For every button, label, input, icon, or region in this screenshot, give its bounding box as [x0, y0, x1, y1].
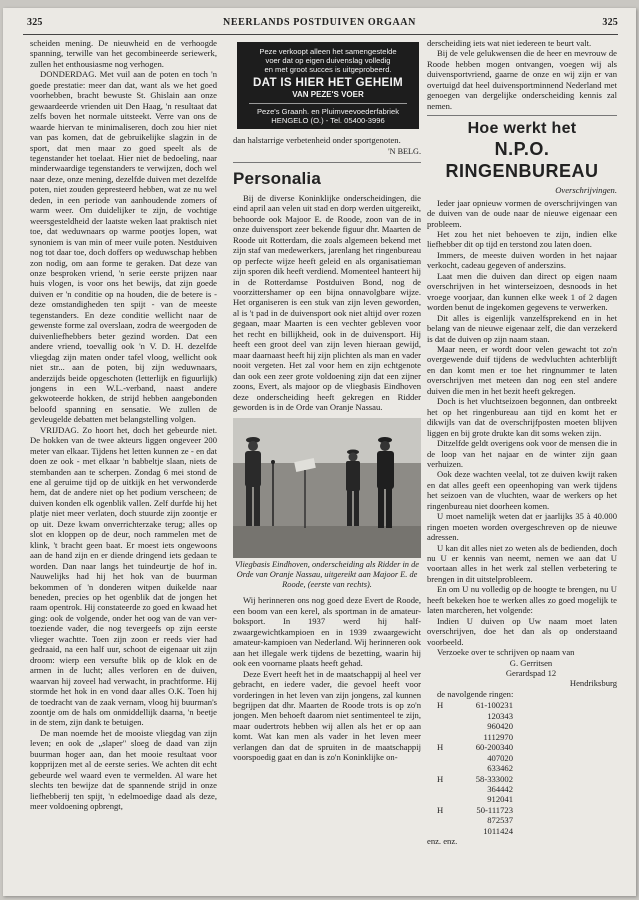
ad-line: en met groot succes is uitgeprobeerd.: [264, 65, 392, 74]
signature: 'N BELG.: [388, 147, 421, 157]
article-paragraph: Ditzelfde geldt overigens ook voor de mensen die in de loop van het najaar en de winter zijn gaan verhuizen.: [427, 438, 617, 469]
peze-advertisement: [237, 42, 419, 129]
ring-row: [437, 794, 617, 804]
journal-title: NEERLANDS POSTDUIVEN ORGAAN: [223, 17, 416, 28]
article-paragraph: scheiden mening. De nieuwheid en de verhoogde spanning, terwille van het gecombineerde seriewerk, zullen het enthousiasme nog verhogen.: [30, 38, 217, 69]
ring-prefix: [437, 753, 453, 763]
article-paragraph: U kan dit alles niet zo weten als de bedienden, doch nu U er kennis van neemt, nemen we aan dat U voortaan alles in het werk zal stellen verbetering te brengen in dit uitstelprobleem.: [427, 542, 617, 584]
article-paragraph: Ook deze wachten veelal, tot ze duiven kwijt raken en dat alles geeft een opeenhoping van werk tijdens het seizoen van de vluchten, waar de werkers op het ringenbureau niet doorheen komen.: [427, 469, 617, 511]
ring-prefix: [437, 711, 453, 721]
ring-number: 61-100231: [475, 700, 513, 711]
ring-number: 60-200340: [475, 742, 513, 753]
ring-number: 1011424: [483, 825, 513, 836]
ring-number: 120343: [487, 710, 513, 721]
rings-intro: de navolgende ringen:: [437, 688, 514, 699]
column-left: [30, 38, 217, 894]
article-paragraph: Het zou het niet behoeven te zijn, indien elke liefhebber dit op tijd en terstond zou laten doen.: [427, 228, 617, 250]
ring-number: 58-333002: [475, 773, 513, 784]
ring-number: 1112970: [483, 731, 513, 742]
ring-row: [437, 815, 617, 825]
ad-headline: DAT IS HIER HET GEHEIM: [252, 76, 404, 89]
ring-row: [437, 721, 617, 731]
page-number-left: 325: [27, 17, 43, 28]
ring-prefix: H: [437, 773, 444, 784]
article-paragraph: dan halstarrige verbetenheid onder sportgenoten.: [233, 135, 401, 145]
newspaper-page: [3, 8, 636, 896]
address-city: Hendriksburg: [569, 678, 617, 689]
article-paragraph: Ieder jaar opnieuw vormen de overschrijvingen van de duiven van de oude naar de nieuwe eigenaar een probleem.: [427, 197, 617, 229]
ring-prefix: [437, 732, 453, 742]
photo-illustration: [233, 418, 421, 558]
article-paragraph: DONDERDAG. Met vuil aan de poten en toch 'n goede prestatie: meer dan dat, want als we het goed voorhebben, bracht bewuste St. Ghislain aan onze gewaardeerde vrienden uit Den Haag, 'n resultaat dat zelfs boven het normale uitsteekt. Verre van ons de waarde hiervan te minimaliseren, doch zou hier niet van pas komen, dat de gebruikelijke slagzin in de sport, dat men maar zo goed speelt als de tegenstander het toelaat. Hier niet de bedoeling, naar minderwaardige tegenstanders te verwijzen, doch wel naar deze, onze mening, dezelfde duiven met dezelfde poten, niet zouden gepresteerd hebben, wat ze nu wel deden, in een periode van aanhoudende zomers of warm weer. Om duidelijker te zijn, de vochtige weersgesteldheid der laatste weken laat praktisch niet toe, dat weduwnaars op warme pootjes lopen, wat synoniem is van min of meer vuile poten. Nestduiven nog tot daar toe, doch doffers op weduwschap hebben zon nodig, om aan forme te geraken. Dat deze van onze besproken vriend, 'n serie eerste prijzen naar huis vlogen, is voor ons het bewijs, dat zijn goede duiven er 'n conditie op na houden, die de betere is - deze omstandigheden ten spijt - van de meeste tegenstanders. En deze conditie wellicht naar de gewenste forme zal overslaan, zodra de weergoden de duivenliefhebbers beter gezind worden. Dat een andere vriend, toevallig ook 'n V. D. H. dezelfde vliegdag zijn maten onder tafel vloog, wellicht ook niet str... aan de poten, bij zijn weduwnaars, anderzijds beide opgeschoten (letterlijk en figuurlijk) jongens in een W.L.-verband, naast andere gekwoteerde hokken, de strijd hebben aangebonden beloofd spanning en sensatie. We zullen de gevleugelde debatten met belangstelling volgen.: [30, 69, 217, 425]
article-paragraph: Bij de vele gelukwensen die de heer en mevrouw de Roode hebben mogen ontvangen, voegen wij als duivensportvriend, gaarne de onze en wij zijn er van overtuigd dat heel duivensportminnend Nederland met genoegen van dergelijke onderscheiding kennis zal nemen.: [427, 48, 617, 111]
ad-line: voer dat op eigen duivenslag volledig: [265, 56, 391, 65]
ring-list: [427, 700, 617, 836]
article-title-line1: Hoe werkt het: [467, 120, 577, 138]
column-middle: [233, 38, 421, 894]
article-paragraph: Laat men die duiven dan direct op eigen naam overschrijven in het winterseizoen, desnoods in het vroege voorjaar, dan kunnen elke week 1 of 2 dagen worden benut de ingekomen gegevens te verwerken.: [427, 270, 617, 313]
article-paragraph: U moet namelijk weten dat er jaarlijks 35 à 40.000 ringen moeten worden overgeschreven op de nieuwe adressen.: [427, 511, 617, 543]
ring-prefix: [437, 721, 453, 731]
ad-divider: [249, 103, 407, 104]
header-rule: [23, 34, 618, 35]
photo-caption: Vliegbasis Eindhoven, onderscheiding als Ridder in de Orde van Oranje Nassau, uitgereikt aan Majoor E. de Roode, (eerste van rechts).: [235, 560, 419, 590]
ring-number: 364442: [487, 784, 513, 794]
article-paragraph: Indien U duiven op Uw naam moet laten overschrijven, doe het dan als op onderstaand voorbeeld.: [427, 615, 617, 647]
page-header: [17, 17, 622, 31]
section-title: Personalia: [233, 168, 321, 188]
ring-number: 407020: [487, 752, 513, 763]
article-subtitle: Overschrijvingen.: [555, 185, 617, 196]
ring-row: [437, 700, 617, 710]
article-paragraph: derscheiding iets wat niet iedereen te beurt valt.: [427, 38, 592, 48]
ring-prefix: [437, 763, 453, 773]
ring-number: 960420: [487, 721, 513, 732]
ring-row: [437, 805, 617, 815]
ad-line: Peze verkoopt alleen het samengestelde: [259, 47, 397, 56]
ring-number: 872537: [487, 815, 513, 826]
ring-prefix: H: [437, 700, 444, 711]
ring-prefix: H: [437, 742, 444, 753]
ad-address: HENGELO (O.) - Tel. 05400-3996: [271, 116, 385, 125]
ring-number: 633462: [487, 763, 513, 774]
ad-subheadline: VAN PEZE'S VOER: [292, 90, 364, 99]
ring-number: 50-111723: [476, 804, 513, 815]
ring-row: [437, 774, 617, 784]
section-divider: [233, 162, 421, 163]
ad-company: Peze's Graanh. en Pluimveevoederfabriek: [256, 107, 399, 116]
article-paragraph: Deze Evert heeft het in de maatschappij al heel ver gebracht, en iedere vader, die gevoel heeft voor vorderingen in het leven van zijn jongens, zal kunnen begrijpen dat dhr. Maarten de Roode trots is op zo'n jongen. Men behoeft daarom niet sentimenteel te zijn, maar oudertrots hebben wij allen als het er op aan komt. Wat kan men als vader in het leven meer verlangen dan dat de spruiten in de maatschappij voorspoedig gaat en dan is zo'n Koninklijke on-: [233, 668, 421, 763]
ceremony-photo: [233, 418, 421, 558]
article-paragraph: Immers, de meeste duiven worden in het najaar verkocht, cadeau gegeven of anderszins.: [427, 249, 617, 271]
ring-row: [437, 753, 617, 763]
ring-row: [437, 763, 617, 773]
article-paragraph: Doch is het vluchtseizoen begonnen, dan ontbreekt het op het ringenbureau aan tijd en komt het er dikwijls van dat de overschrijfposten moeten blijven liggen en bij grote drukte kan dit soms weken zijn.: [427, 396, 617, 438]
ring-prefix: [437, 784, 453, 794]
ring-row: [437, 742, 617, 752]
article-paragraph: Dit alles is eigenlijk vanzelfsprekend en in het belang van de nieuwe eigenaar zelf, die dan verzekerd is dat de duiven op zijn naam staan.: [427, 312, 617, 344]
article-paragraph: Wij herinneren ons nog goed deze Evert de Roode, een boom van een kerel, als sportman in de amateur-boksport. In 1937 werd hij half-zwaargewichtkampioen en in 1939 zwaargewicht amateur-kampioen van Nederland. Wij herinneren ook aan het illegale werk tijdens de bezetting, waarin hij ook een voorname plaats heeft gehad.: [233, 595, 421, 669]
ring-prefix: [437, 815, 453, 825]
article-title-line2: N.P.O. RINGENBUREAU: [445, 139, 599, 182]
column-right: [427, 38, 617, 894]
page-number-right: 325: [602, 17, 618, 28]
ring-row: [437, 732, 617, 742]
list-end: enz. enz.: [427, 836, 458, 847]
address-street: Gerardspad 12: [505, 668, 557, 679]
article-paragraph: Verzoeke over te schrijven op naam van: [437, 647, 575, 658]
ring-row: [437, 826, 617, 836]
article-paragraph: Maar neen, er wordt door velen gewacht tot zo'n overgewende duif tijdens de wedvluchten achterblijft en dan komt men er toe het ringnummer te laten overschrijven met meteen dan nog een stel andere duiven die men in het bezit heeft gekregen.: [427, 343, 617, 396]
article-paragraph: En om U nu volledig op de hoogte te brengen, nu U heeft bekeken hoe te werken alles zo goed mogelijk te laten marcheren, het volgende:: [427, 584, 617, 616]
ring-prefix: [437, 794, 453, 804]
ring-number: 912041: [487, 794, 513, 805]
ring-row: [437, 784, 617, 794]
article-paragraph: Bij de diverse Koninklijke onderscheidingen, die eind april aan velen uit stad en dorp werden uitgereikt, behoorde ook Majoor E. de Roode, zoon van de in onze duivensport zeer bekende figuur dhr. Maarten de Roode uit Rotterdam, die zoals algemeen bekend met zijn staf van medewerkers, jarenlang het ringenbureau op perfecte wijze heeft geleid en als organisatieman zijn sporen dik heeft verdiend. Momenteel hanteert hij in de Rotterdamse Postduiven Bond, nog de voorzittershamer op een bijna onnavolgbare wijze. Het organiseren is een stuk van zijn leven geworden, al is 't pad in de duivensport ook niet altijd over rozen gegaan, maar Maarten is een vechter gebleven voor het recht en billijkheid, ook in de duivensport. Hij heeft een groot deel van zijn leven hieraan gewijd, maar daarnaast heeft hij zijn plichten als man en vader nooit vergeten. Het zal voor hem en zijn echtgenote dan ook een zeer grote voldoening zijn dat een zijner zoons, Evert, als majoor op de vliegbasis Eindhoven deze onderscheiding heeft gekregen en Ridder geworden is in de Orde van Oranje Nassau.: [233, 192, 421, 412]
ring-row: [437, 711, 617, 721]
ring-prefix: [437, 826, 453, 836]
article-paragraph: VRIJDAG. Zo hoort het, doch het gebeurde niet. De hokken van de twee akteurs liggen ongeveer 200 meter van elkaar. Tijdens het letten kunnen ze - en dat doen ze ook - met elkaar 'n babbeltje slaan, niets de stembanden aan te scherpen. Zondag 6 mei stond de ene al geruime tijd op de uitkijk en het verwonderde hem, dat de andere niet op het podium verscheen; de duiven konden elk ogenblik vallen. Zelf durfde hij het platje niet meer verlaten, doch stuurde zijn zoontje er op uit. Deze kwam onverrichterzake terug; alles op slot en kloppen op de deur, noch rammelen met de klink, 't bracht geen baat. Er moest iets ongewoons aan de hand zijn en er diende dringend iets gedaan te worden. Dan naar langs het tuindeurtje de hof in. Nauwelijks had hij het hok van de buurman bekommen of 'n donderen witpen duikelde naar beneden, precies op het ogenblik dat de jongen het raam opentrok. Hij constateerde zo goed en kwaad het ging: ook de volgende, onder het oog van de van ver-toeziende vader, die nog tevergeefs op zijn eerste vlieger wachtte. Toen zijn zoon er reeds vier had gedraaid, na een half uur, schoot de eigenaar uit zijn droom: wierp een versufte blik op de klok en de armen in de lucht; alles verloren en de duiven, waarvan hij zoveel had verwacht, in prachtforme. Hij stormde het hok in en vond daar alles O.K. Toen hij de toedracht van de zaak vernam, vloog hij buurman's zoontje om de hals om onmiddellijk daarna, 'n beetje in de stem, zijn dank te betuigen.: [30, 424, 217, 728]
address-name: G. Gerritsen: [509, 657, 553, 668]
ring-prefix: H: [437, 804, 444, 815]
article-paragraph: De man noemde het de mooiste vliegdag van zijn leven; en ook de „slaper" sloeg de daad van zijn buurman hoger aan, dan het mooie resultaat voor kopprijzen met al de eerste series. We achten dit echt gebeurde wel waard even te vermelden. Al ware het slechts ten bewijze dat de spannende strijd in onze liefhebberij ten spijt, 'n edelmoedige daad als deze, meer voldoening opbrengt,: [30, 727, 217, 812]
section-divider: [427, 115, 617, 116]
